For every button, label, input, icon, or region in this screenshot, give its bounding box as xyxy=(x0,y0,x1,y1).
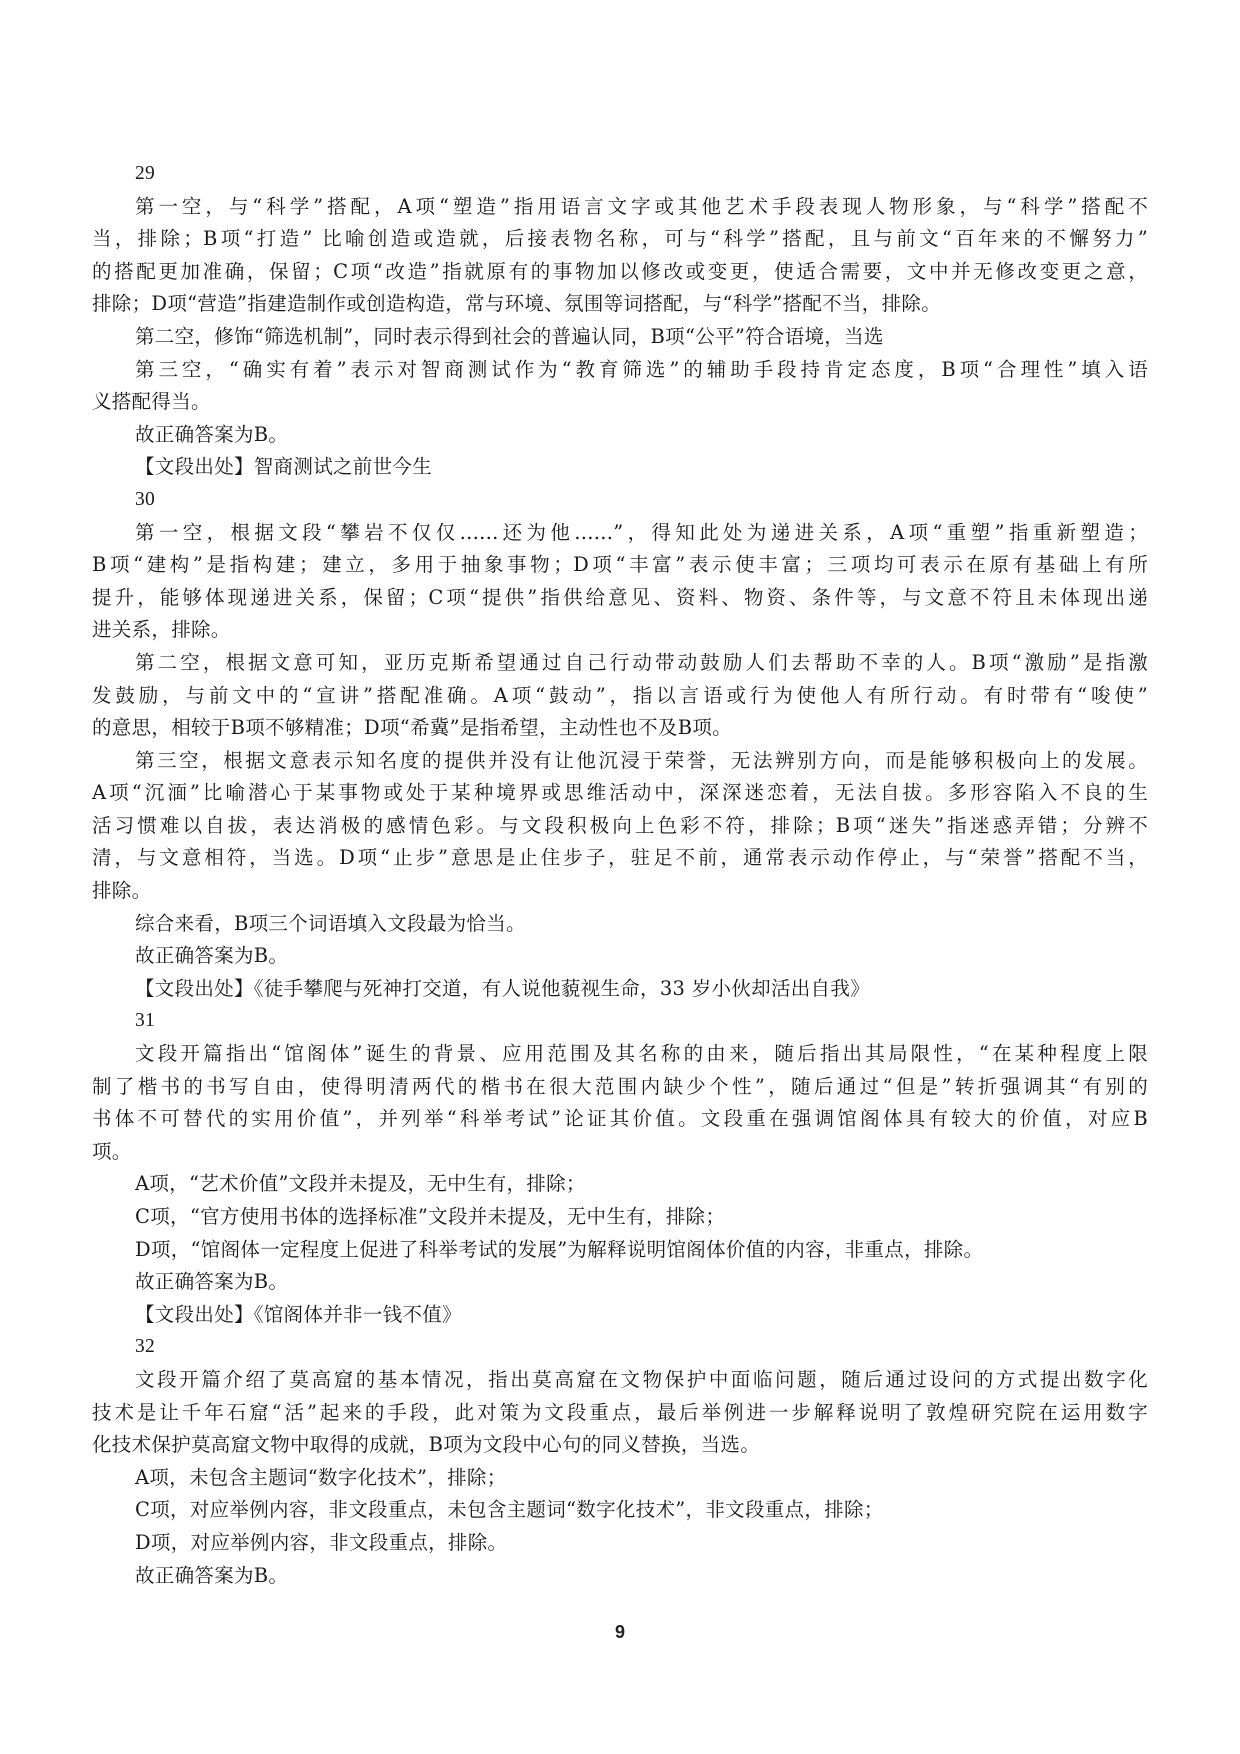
explanation-line: D项，对应举例内容，非文段重点，排除。 xyxy=(135,1530,508,1554)
explanation-line: 项。 xyxy=(92,1139,132,1163)
question-number: 30 xyxy=(135,488,156,510)
explanation-line: 技术是让千年石窟“活”起来的手段，此对策为文段重点，最后举例进一步解释说明了敦煌研究院在运用数字 xyxy=(92,1400,1148,1424)
explanation-line: 第二空，修饰“筛选机制”，同时表示得到社会的普遍认同，B项“公平”符合语境，当选 xyxy=(135,324,884,348)
answer-statement: 故正确答案为B。 xyxy=(135,1270,289,1294)
document-page xyxy=(92,158,1148,1592)
explanation-line: 文段开篇指出“馆阁体”诞生的背景、应用范围及其名称的由来，随后指出其局限性，“在某种程度上限 xyxy=(135,1042,1148,1066)
answer-section-29 xyxy=(92,158,1148,484)
explanation-line: 发鼓励，与前文中的“宣讲”搭配准确。A项“鼓动”，指以言语或行为使他人有所行动。有时带有“唆使” xyxy=(92,683,1148,707)
answer-statement: 故正确答案为B。 xyxy=(135,422,289,446)
explanation-line: 第三空，“确实有着”表示对智商测试作为“教育筛选”的辅助手段持肯定态度，B项“合理性”填入语 xyxy=(135,357,1148,381)
answer-section-32 xyxy=(92,1331,1148,1592)
explanation-line: 第一空，与“科学”搭配，A项“塑造”指用语言文字或其他艺术手段表现人物形象，与“科学”搭配不 xyxy=(135,194,1148,218)
explanation-line: 第一空，根据文段“攀岩不仅仅......还为他......”，得知此处为递进关系，A项“重塑”指重新塑造； xyxy=(135,520,1148,544)
page-number: 9 xyxy=(614,1622,625,1642)
explanation-line: 的意思，相较于B项不够精准；D项“希冀”是指希望，主动性也不及B项。 xyxy=(92,716,732,740)
answer-section-30 xyxy=(92,484,1148,1006)
explanation-line: 排除；D项“营造”指建造制作或创造构造，常与环境、氛围等词搭配，与“科学”搭配不当，排除。 xyxy=(92,292,942,316)
explanation-line: 制了楷书的书写自由，使得明清两代的楷书在很大范围内缺少个性”，随后通过“但是”转折强调其“有别的 xyxy=(92,1074,1148,1098)
answer-section-31 xyxy=(92,1005,1148,1331)
explanation-line: 义搭配得当。 xyxy=(92,390,211,414)
explanation-line: 提升，能够体现递进关系，保留；C项“提供”指供给意见、资料、物资、条件等，与文意不符且未体现出递 xyxy=(92,585,1148,609)
explanation-line: B项“建构”是指构建；建立，多用于抽象事物；D项“丰富”表示使丰富；三项均可表示在原有基础上有所 xyxy=(92,553,1148,577)
explanation-line: A项“沉湎”比喻潜心于某事物或处于某种境界或思维活动中，深深迷恋着，无法自拔。多形容陷入不良的生 xyxy=(92,781,1148,805)
explanation-line: D项，“馆阁体一定程度上促进了科举考试的发展”为解释说明馆阁体价值的内容，非重点，排除。 xyxy=(135,1237,984,1261)
explanation-line: 第二空，根据文意可知，亚历克斯希望通过自己行动带动鼓励人们去帮助不幸的人。B项“激励”是指激 xyxy=(135,650,1148,674)
source-citation: 【文段出处】智商测试之前世今生 xyxy=(135,455,433,479)
explanation-line: C项，对应举例内容，非文段重点，未包含主题词“数字化技术”，非文段重点，排除； xyxy=(135,1498,884,1522)
explanation-line: 文段开篇介绍了莫高窟的基本情况，指出莫高窟在文物保护中面临问题，随后通过设问的方式提出数字化 xyxy=(135,1367,1148,1391)
explanation-line: 书体不可替代的实用价值”，并列举“科举考试”论证其价值。文段重在强调馆阁体具有较大的价值，对应B xyxy=(92,1107,1148,1131)
question-number: 31 xyxy=(135,1010,156,1032)
answer-statement: 故正确答案为B。 xyxy=(135,944,289,968)
question-number: 32 xyxy=(135,1336,156,1358)
explanation-line: A项，“艺术价值”文段并未提及，无中生有，排除； xyxy=(135,1172,586,1196)
explanation-line: 综合来看，B项三个词语填入文段最为恰当。 xyxy=(135,911,526,935)
explanation-line: 第三空，根据文意表示知名度的提供并没有让他沉浸于荣誉，无法辨别方向，而是能够积极向上的发展。 xyxy=(135,748,1148,772)
question-number: 29 xyxy=(135,163,156,184)
explanation-line: A项，未包含主题词“数字化技术”，排除； xyxy=(135,1465,507,1489)
explanation-line: 化技术保护莫高窟文物中取得的成就，B项为文段中心句的同义替换，当选。 xyxy=(92,1433,761,1457)
explanation-line: 的搭配更加准确，保留；C项“改造”指就原有的事物加以修改或变更，使适合需要，文中并无修改变更之意， xyxy=(92,259,1148,283)
explanation-line: C项，“官方使用书体的选择标准”文段并未提及，无中生有，排除； xyxy=(135,1205,726,1228)
explanation-line: 排除。 xyxy=(92,879,152,903)
explanation-line: 进关系，排除。 xyxy=(92,618,231,642)
explanation-line: 活习惯难以自拔，表达消极的感情色彩。与文段积极向上色彩不符，排除；B项“迷失”指迷惑弄错；分辨不 xyxy=(92,813,1148,837)
answer-statement: 故正确答案为B。 xyxy=(135,1563,289,1587)
source-citation: 【文段出处】《馆阁体并非一钱不值》 xyxy=(135,1302,462,1326)
explanation-line: 清，与文意相符，当选。D项“止步”意思是止住步子，驻足不前，通常表示动作停止，与“荣誉”搭配不当， xyxy=(92,846,1148,870)
explanation-line: 当，排除；B项“打造” 比喻创造或造就，后接表物名称，可与“科学”搭配，且与前文“百年来的不懈努力” xyxy=(92,227,1148,251)
source-citation: 【文段出处】《徒手攀爬与死神打交道，有人说他藐视生命，33 岁小伙却活出自我》 xyxy=(135,976,870,1000)
